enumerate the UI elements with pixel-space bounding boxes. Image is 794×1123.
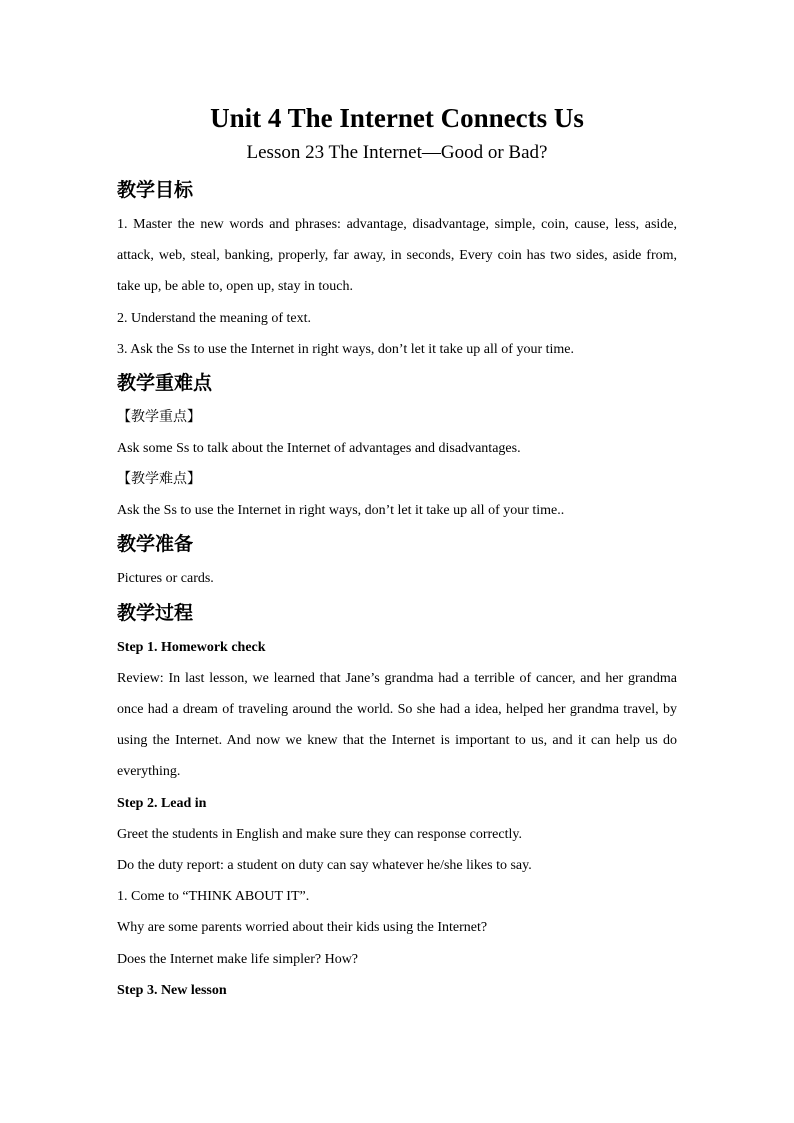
unit-title: Unit 4 The Internet Connects Us bbox=[210, 103, 584, 133]
step1-title: Step 1. Homework check bbox=[117, 639, 266, 655]
step2-line-1: Greet the students in English and make sure they can response correctly. bbox=[117, 826, 522, 842]
difficult-point-label: 【教学难点】 bbox=[117, 471, 201, 488]
objective-item-2: 2. Understand the meaning of text. bbox=[117, 310, 312, 326]
step2-line-3: 1. Come to “THINK ABOUT IT”. bbox=[117, 889, 310, 905]
step2-title: Step 2. Lead in bbox=[117, 795, 207, 811]
key-point-text: Ask some Ss to talk about the Internet of advantages and disadvantages. bbox=[117, 441, 521, 457]
document-page bbox=[117, 98, 677, 1006]
objective-item-1: 1. Master the new words and phrases: advantage, disadvantage, simple, coin, cause, less, aside, attack, web, steal, banking, properly, far away, in seconds, Every coin has two sides, aside from, take up, be able to, open up, stay in touch. bbox=[117, 217, 677, 295]
step2-line-4: Why are some parents worried about their kids using the Internet? bbox=[117, 920, 488, 936]
key-point-label: 【教学重点】 bbox=[117, 409, 201, 426]
preparation-heading: 教学准备 bbox=[117, 533, 194, 556]
step1-text: Review: In last lesson, we learned that Jane’s grandma had a terrible of cancer, and her grandma once had a dream of traveling around the world. So she had a idea, helped her grandma travel, by using the Internet. And now we knew that the Internet is important to us, and it can help us do everything. bbox=[117, 670, 677, 780]
step2-line-2: Do the duty report: a student on duty can say whatever he/she likes to say. bbox=[117, 858, 532, 874]
step2-line-5: Does the Internet make life simpler? How? bbox=[117, 951, 359, 967]
objective-item-3: 3. Ask the Ss to use the Internet in right ways, don’t let it take up all of your time. bbox=[117, 341, 575, 357]
preparation-text: Pictures or cards. bbox=[117, 571, 214, 587]
lesson-subtitle: Lesson 23 The Internet—Good or Bad? bbox=[246, 142, 548, 163]
step3-title: Step 3. New lesson bbox=[117, 982, 227, 998]
key-points-heading: 教学重难点 bbox=[117, 372, 213, 395]
process-heading: 教学过程 bbox=[117, 601, 194, 624]
difficult-point-text: Ask the Ss to use the Internet in right ways, don’t let it take up all of your time.. bbox=[117, 503, 565, 519]
objectives-heading: 教学目标 bbox=[117, 179, 194, 201]
